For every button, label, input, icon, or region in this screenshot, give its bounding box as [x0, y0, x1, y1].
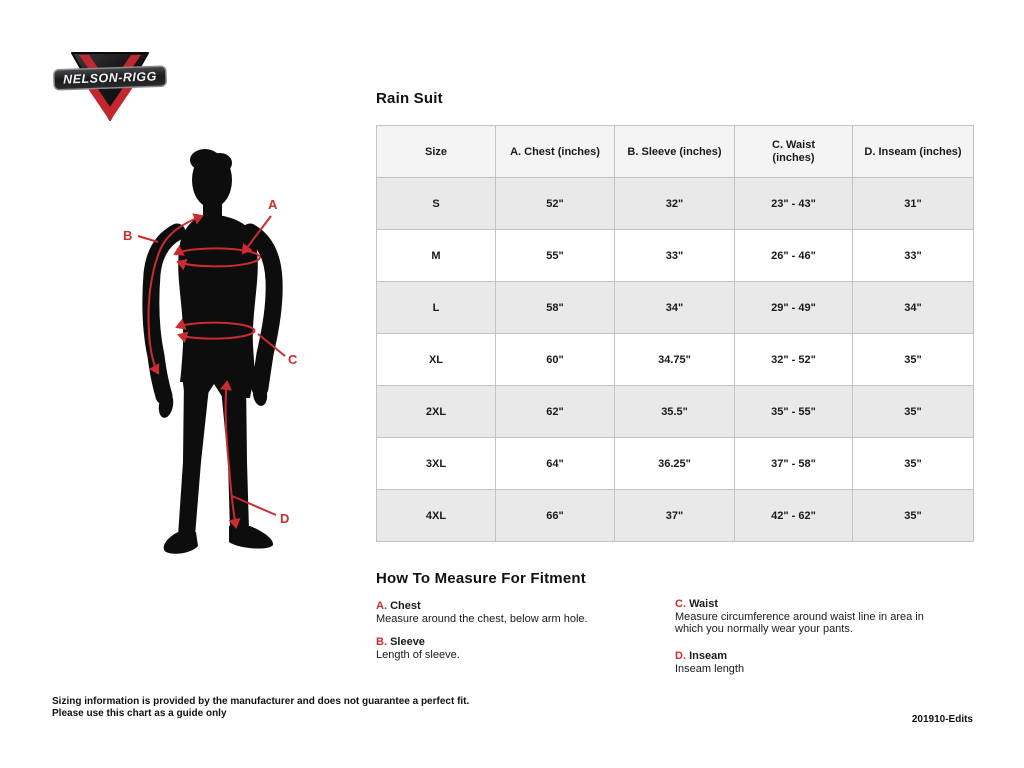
diagram-label-waist: C: [288, 352, 298, 367]
measurement-diagram: [100, 130, 320, 570]
inseam-cell: 35": [853, 386, 974, 438]
chest-cell: 52": [496, 178, 615, 230]
size-cell: 4XL: [377, 490, 496, 542]
size-cell: M: [377, 230, 496, 282]
size-cell: 3XL: [377, 438, 496, 490]
disclaimer-line-2: Please use this chart as a guide only: [52, 707, 227, 719]
header-waist: [735, 126, 853, 178]
size-cell: L: [377, 282, 496, 334]
table-row: [377, 178, 974, 230]
inseam-cell: 35": [853, 334, 974, 386]
sleeve-cell: 35.5": [615, 386, 735, 438]
diagram-label-sleeve: B: [123, 228, 133, 243]
table-header-row: [377, 126, 974, 178]
logo-brand-text: NELSON-RIGG: [62, 69, 158, 87]
silhouette-body: [164, 149, 273, 554]
measure-letter: D.: [675, 650, 686, 662]
waist-cell: 26" - 46": [735, 230, 853, 282]
inseam-cell: 31": [853, 178, 974, 230]
measure-name: Waist: [689, 598, 718, 610]
measure-description: Inseam length: [675, 663, 745, 675]
waist-cell: 37" - 58": [735, 438, 853, 490]
waist-cell: 42" - 62": [735, 490, 853, 542]
measure-name: Chest: [390, 600, 421, 612]
chest-cell: 55": [496, 230, 615, 282]
how-to-measure-section: [376, 570, 976, 700]
sizing-disclaimer: [52, 696, 469, 719]
measure-item-sleeve: [376, 636, 666, 661]
disclaimer-line-1: Sizing information is provided by the manufacturer and does not guarantee a perfect fit.: [52, 696, 470, 707]
sizing-table: [376, 125, 974, 542]
header-chest: A. Chest (inches): [496, 126, 615, 178]
measure-description: Measure circumference around waist line in area in which you normally wear your pants.: [675, 611, 924, 635]
sleeve-cell: 34.75": [615, 334, 735, 386]
sleeve-cell: 32": [615, 178, 735, 230]
measure-description: Length of sleeve.: [376, 649, 460, 661]
measure-item-inseam: [675, 650, 927, 675]
header-waist-text: C. Waist (inches): [772, 138, 815, 164]
table-row: [377, 230, 974, 282]
nelson-rigg-logo-icon: [52, 40, 168, 132]
measure-letter: A.: [376, 600, 387, 612]
nelson-rigg-logo: [52, 40, 168, 132]
waist-cell: 35" - 55": [735, 386, 853, 438]
measure-name: Sleeve: [390, 636, 425, 648]
page-title: Rain Suit: [376, 90, 443, 107]
sleeve-cell: 36.25": [615, 438, 735, 490]
measure-name: Inseam: [689, 650, 727, 662]
inseam-cell: 35": [853, 438, 974, 490]
size-cell: 2XL: [377, 386, 496, 438]
chest-cell: 64": [496, 438, 615, 490]
table-row: [377, 282, 974, 334]
document-reference: 201910-Edits: [911, 714, 973, 725]
sleeve-cell: 37": [615, 490, 735, 542]
measure-letter: C.: [675, 598, 686, 610]
sleeve-callout-line: [138, 236, 158, 242]
diagram-label-inseam: D: [280, 511, 290, 526]
chest-cell: 62": [496, 386, 615, 438]
waist-cell: 23" - 43": [735, 178, 853, 230]
table-row: [377, 438, 974, 490]
logo-banner: [54, 66, 167, 90]
table-row: [377, 334, 974, 386]
table-row: [377, 490, 974, 542]
sleeve-cell: 34": [615, 282, 735, 334]
measure-letter: B.: [376, 636, 387, 648]
measure-item-waist: [675, 598, 927, 635]
diagram-label-chest: A: [268, 197, 278, 212]
table-row: [377, 386, 974, 438]
chest-cell: 60": [496, 334, 615, 386]
header-sleeve: B. Sleeve (inches): [615, 126, 735, 178]
waist-cell: 29" - 49": [735, 282, 853, 334]
size-cell: XL: [377, 334, 496, 386]
male-silhouette-figure: [100, 130, 320, 570]
measure-item-chest: [376, 600, 666, 625]
sleeve-cell: 33": [615, 230, 735, 282]
inseam-cell: 34": [853, 282, 974, 334]
header-size: Size: [377, 126, 496, 178]
size-cell: S: [377, 178, 496, 230]
chest-cell: 66": [496, 490, 615, 542]
inseam-cell: 33": [853, 230, 974, 282]
chest-cell: 58": [496, 282, 615, 334]
header-inseam: D. Inseam (inches): [853, 126, 974, 178]
measure-description: Measure around the chest, below arm hole.: [376, 613, 588, 625]
waist-cell: 32" - 52": [735, 334, 853, 386]
how-to-heading: How To Measure For Fitment: [376, 570, 586, 587]
inseam-cell: 35": [853, 490, 974, 542]
